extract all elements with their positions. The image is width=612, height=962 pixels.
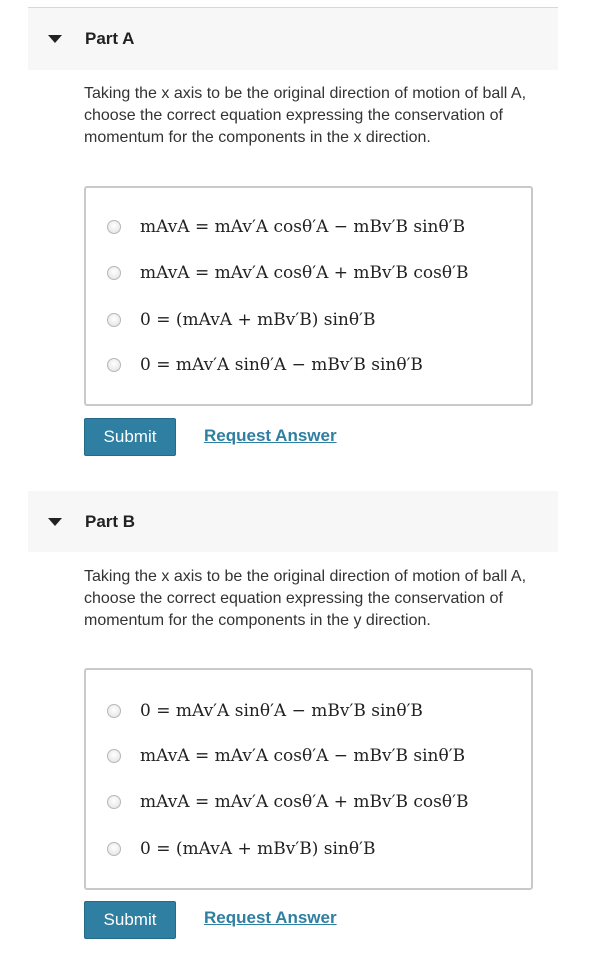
radio-unchecked-icon[interactable]	[107, 220, 121, 234]
part-b-choice[interactable]	[86, 787, 531, 817]
caret-down-icon[interactable]	[48, 518, 62, 526]
equation-text: mAvA = mAv′A cosθ′A − mBv′B sinθ′B	[140, 746, 466, 766]
part-a-title: Part A	[85, 29, 135, 48]
radio-unchecked-icon[interactable]	[107, 795, 121, 809]
part-a-choice[interactable]	[86, 305, 531, 335]
part-a-request-answer-link[interactable]: Request Answer	[204, 426, 337, 445]
equation-text: mAvA = mAv′A cosθ′A + mBv′B cosθ′B	[140, 263, 469, 283]
part-b-request-answer-link[interactable]: Request Answer	[204, 908, 337, 927]
equation-text: 0 = (mAvA + mBv′B) sinθ′B	[140, 310, 376, 330]
equation-text: 0 = mAv′A sinθ′A − mBv′B sinθ′B	[140, 701, 423, 721]
radio-unchecked-icon[interactable]	[107, 749, 121, 763]
part-b-choice[interactable]	[86, 834, 531, 864]
part-b-header[interactable]	[28, 491, 558, 552]
equation-text: mAvA = mAv′A cosθ′A + mBv′B cosθ′B	[140, 792, 469, 812]
radio-unchecked-icon[interactable]	[107, 704, 121, 718]
part-b-prompt: Taking the x axis to be the original direction of motion of ball A, choose the correct equation expressing the conservation of momentum for the components in the y direction.	[84, 568, 527, 629]
part-a-submit-button[interactable]: Submit	[84, 418, 176, 456]
part-a-choices	[84, 186, 533, 406]
part-b-title: Part B	[85, 511, 136, 531]
equation-text: 0 = (mAvA + mBv′B) sinθ′B	[140, 839, 376, 859]
part-a-choice[interactable]	[86, 258, 531, 288]
radio-unchecked-icon[interactable]	[107, 266, 121, 280]
part-b-submit-button[interactable]: Submit	[84, 901, 176, 939]
equation-text: 0 = mAv′A sinθ′A − mBv′B sinθ′B	[140, 355, 423, 375]
radio-unchecked-icon[interactable]	[107, 358, 121, 372]
part-b-choice[interactable]	[86, 696, 531, 726]
equation-text: mAvA = mAv′A cosθ′A − mBv′B sinθ′B	[140, 217, 466, 237]
radio-unchecked-icon[interactable]	[107, 313, 121, 327]
part-a-choice[interactable]	[86, 350, 531, 380]
part-a-prompt: Taking the x axis to be the original direction of motion of ball A, choose the correct equation expressing the conservation of momentum for the components in the x direction.	[84, 85, 527, 146]
part-b-choice[interactable]	[86, 741, 531, 771]
part-a-header[interactable]	[28, 7, 558, 70]
part-a-choice[interactable]	[86, 212, 531, 242]
caret-down-icon[interactable]	[48, 35, 62, 43]
radio-unchecked-icon[interactable]	[107, 842, 121, 856]
part-b-choices	[84, 668, 533, 890]
